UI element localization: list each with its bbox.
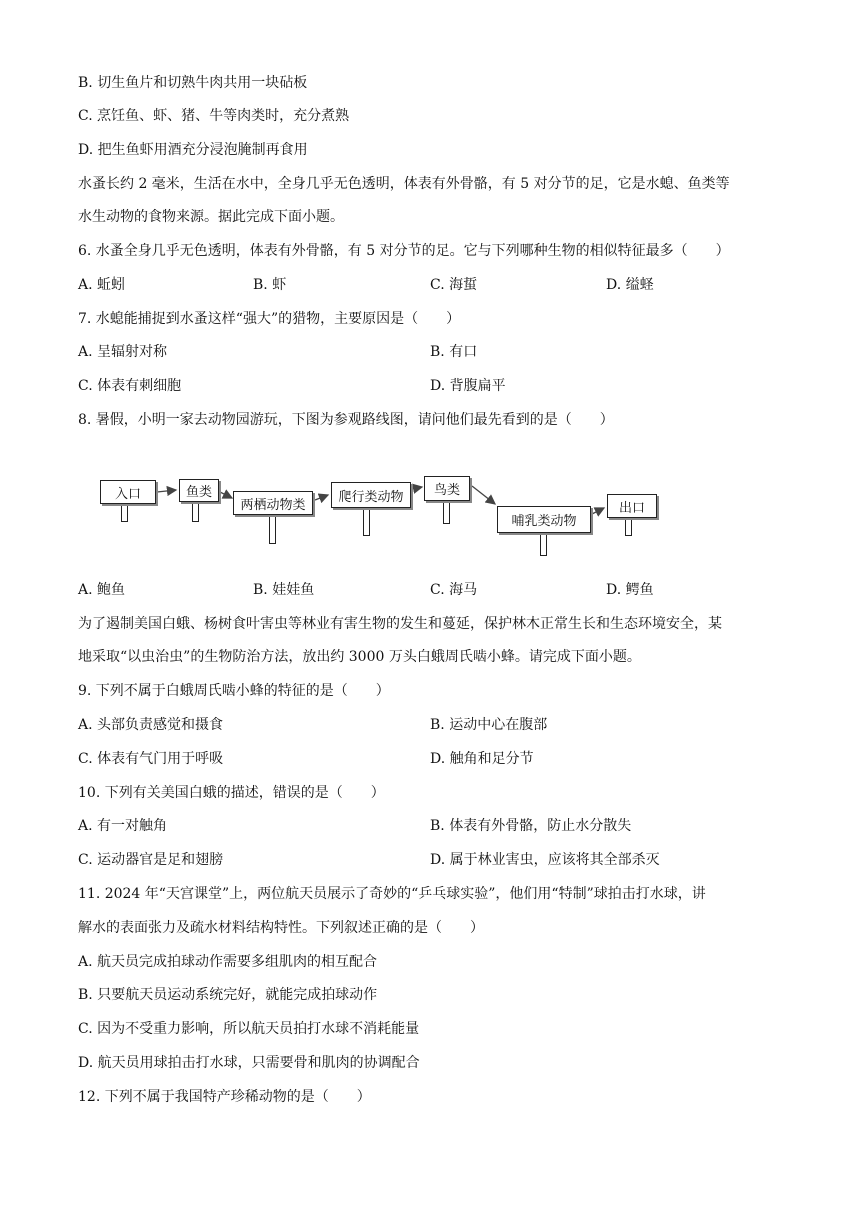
q7-option-d: D. 背腹扁平 [430,378,506,394]
sign-birds: 鸟类 [424,476,470,501]
q6-stem: 6. 水蚤全身几乎无色透明，体表有外骨骼，有 5 对分节的足。它与下列哪种生物的相似特征最多（ ） [78,243,730,259]
q7-option-c: C. 体表有刺细胞 [78,378,182,394]
sign-post-reptiles [363,506,370,536]
passage1-line2: 水生动物的食物来源。据此完成下面小题。 [78,209,344,225]
sign-exit: 出口 [607,494,657,518]
sign-amphibians: 两栖动物类 [233,491,313,515]
q11-option-b: B. 只要航天员运动系统完好，就能完成拍球动作 [78,987,378,1003]
q8-option-d: D. 鳄鱼 [606,582,654,598]
q6-option-a: A. 蚯蚓 [78,277,126,293]
q5-option-c: C. 烹饪鱼、虾、猪、牛等肉类时，充分煮熟 [78,108,350,124]
q11-option-a: A. 航天员完成拍球动作需要多组肌肉的相互配合 [78,954,378,970]
q7-stem: 7. 水螅能捕捉到水蚤这样“强大”的猎物，主要原因是（ ） [78,311,461,327]
q11-option-d: D. 航天员用球拍击打水球，只需要骨和肌肉的协调配合 [78,1055,420,1071]
q8-option-b: B. 娃娃鱼 [253,582,315,598]
q9-stem: 9. 下列不属于白蛾周氏啮小蜂的特征的是（ ） [78,683,390,699]
sign-post-mammals [540,530,547,556]
q9-option-a: A. 头部负责感觉和摄食 [78,717,224,733]
q6-option-b: B. 虾 [253,277,287,293]
arrow-birds-to-mammals [472,486,495,504]
sign-fish: 鱼类 [179,479,219,502]
q5-option-d: D. 把生鱼虾用酒充分浸泡腌制再食用 [78,142,308,158]
passage1-line1: 水蚤长约 2 毫米，生活在水中，全身几乎无色透明，体表有外骨骼，有 5 对分节的足，它是水螅、鱼类等 [78,176,730,192]
arrow-fish-to-amphibians [220,492,232,498]
q5-option-b: B. 切生鱼片和切熟牛肉共用一块砧板 [78,75,308,91]
q6-option-c: C. 海蜇 [430,277,478,293]
passage2-line2: 地采取“以虫治虫”的生物防治方法，放出约 3000 万头白蛾周氏啮小蜂。请完成下面小题。 [78,649,641,665]
passage2-line1: 为了遏制美国白蛾、杨树食叶害虫等林业有害生物的发生和蔓延，保护林木正常生长和生态环境安全，某 [78,616,722,632]
q12-stem: 12. 下列不属于我国特产珍稀动物的是（ ） [78,1089,371,1105]
q7-option-b: B. 有口 [430,344,478,360]
q6-option-d: D. 缢蛏 [606,277,654,293]
q9-option-d: D. 触角和足分节 [430,751,534,767]
sign-mammals: 哺乳类动物 [497,506,591,533]
q11-stem-line1: 11. 2024 年“天宫课堂”上，两位航天员展示了奇妙的“乒乓球实验”，他们用“特制”球拍击打水球，讲 [78,886,706,902]
q11-stem-line2: 解水的表面张力及疏水材料结构特性。下列叙述正确的是（ ） [78,920,484,936]
arrow-entrance-to-fish [157,490,176,492]
q8-option-c: C. 海马 [430,582,478,598]
arrow-reptiles-to-birds [412,487,422,489]
sign-post-amphibians [269,512,276,544]
arrow-mammals-to-exit [592,508,604,514]
q11-option-c: C. 因为不受重力影响，所以航天员拍打水球不消耗能量 [78,1021,420,1037]
q10-option-a: A. 有一对触角 [78,818,168,834]
q10-option-d: D. 属于林业害虫，应该将其全部杀灭 [430,852,660,868]
q10-stem: 10. 下列有关美国白蛾的描述，错误的是（ ） [78,785,385,801]
sign-reptiles: 爬行类动物 [331,482,411,508]
arrow-amphibians-to-reptiles [315,495,328,500]
sign-entrance: 入口 [100,480,156,504]
q9-option-b: B. 运动中心在腹部 [430,717,548,733]
sign-post-fish [192,500,199,522]
q10-option-c: C. 运动器官是足和翅膀 [78,852,224,868]
q8-stem: 8. 暑假，小明一家去动物园游玩，下图为参观路线图，请问他们最先看到的是（ ） [78,412,614,428]
q8-option-a: A. 鲍鱼 [78,582,126,598]
q7-option-a: A. 呈辐射对称 [78,344,168,360]
q10-option-b: B. 体表有外骨骼，防止水分散失 [430,818,632,834]
q9-option-c: C. 体表有气门用于呼吸 [78,751,224,767]
sign-post-birds [443,498,450,524]
zoo-route-diagram [90,462,690,570]
